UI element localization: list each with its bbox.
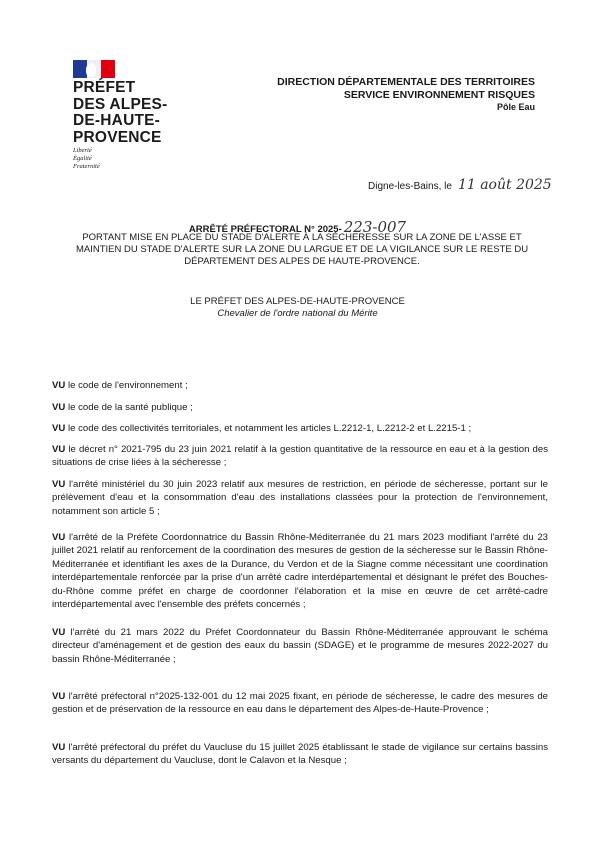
logo-line: PROVENCE — [73, 128, 162, 146]
vu-paragraph: VU l'arrêté de la Préfète Coordonnatrice du Bassin Rhône-Méditerranée du 21 mars 2023 modifiant l'arrêté du 23 juillet 2021 relatif au renforcement de la coordination des mesures de gestion de la sécheresse sur le Bassin Rhône-Méditerranée et identifiant les axes de la Durance, du Verdon et de la Siagne comme nécessitant une coordination interdépartementale renforcée par la prise d'un arrêté cadre interdépartemental et désignant le préfet des Bouches-du-Rhône comme préfet en charge de coordonner l'élaboration et la mise en œuvre de cet arrêté-cadre interdépartemental avec l'ensemble des préfets concernés ; — [52, 532, 548, 611]
pole-name: Pôle Eau — [496, 102, 535, 112]
prefet-honor: Chevalier de l'ordre national du Mérite — [217, 308, 378, 319]
decree-title: PORTANT MISE EN PLACE DU STADE D'ALERTE À LA SÉCHERESSE SUR LA ZONE DE L'ASSE ET MAINTIEN DU STADE D'ALERTE SUR LA ZONE DU LARGUE ET DE LA VIGILANCE SUR LE RESTE DU DÉPARTEMENT DES ALPES DE HAUTE-PROVENCE. — [75, 232, 529, 267]
vu-paragraph: VU l'arrêté préfectoral du préfet du Vaucluse du 15 juillet 2025 établissant le stade de vigilance sur certains bassins versants du département du Vaucluse, dont le Calavon et la Nesque ; — [52, 742, 548, 767]
vu-label: VU — [52, 691, 66, 702]
prefet-title: LE PRÉFET DES ALPES-DE-HAUTE-PROVENCE — [190, 296, 405, 307]
marianne-logo — [73, 60, 115, 78]
vu-paragraph: VU le décret n° 2021-795 du 23 juin 2021 relatif à la gestion quantitative de la ressource en eau et à la gestion des situations de crise liées à la sécheresse ; — [52, 444, 548, 469]
logo-line: PRÉFET — [73, 79, 136, 96]
vu-label: VU — [52, 532, 66, 543]
vu-paragraph: VU l'arrêté du 21 mars 2022 du Préfet Coordonnateur du Bassin Rhône-Méditerranée approuvant le schéma directeur d'aménagement et de gestion des eaux du bassin (SDAGE) et le programme de mesures 2022-2027 du bassin Rhône-Méditerranée ; — [52, 627, 548, 665]
vu-paragraph: VU le code de l'environnement ; — [52, 380, 188, 391]
logo-line: DE-HAUTE- — [73, 112, 161, 129]
vu-paragraph: VU l'arrêté préfectoral n°2025-132-001 du 12 mai 2025 fixant, en période de sécheresse, le cadre des mesures de gestion et de préservation de la ressource en eau dans le département des Alpes-de-Haute-Provence ; — [52, 691, 548, 716]
handwritten-decree-number: 223-007 — [343, 218, 407, 236]
vu-label: VU — [52, 444, 66, 455]
handwritten-date: 11 août 2025 — [457, 177, 552, 193]
vu-paragraph: VU le code de la santé publique ; — [52, 402, 193, 413]
date-place: Digne-les-Bains, le — [368, 181, 452, 192]
vu-label: VU — [52, 402, 66, 413]
vu-paragraph: VU le code des collectivités territoriales, et notamment les articles L.2212-1, L.2212-2 et L.2215-1 ; — [52, 423, 472, 434]
vu-label: VU — [52, 742, 66, 753]
vu-paragraph: VU l'arrêté ministériel du 30 juin 2023 relatif aux mesures de restriction, en période de sécheresse, portant sur le prélèvement d'eau et la consommation d'eau des installations classées pour la protection de l'environnement, notamment son article 5 ; — [52, 479, 548, 517]
service-name: SERVICE ENVIRONNEMENT RISQUES — [343, 88, 535, 101]
vu-label: VU — [52, 380, 66, 391]
vu-label: VU — [52, 423, 66, 434]
decree-number-label: ARRÊTÉ PRÉFECTORAL N° 2025- — [188, 224, 342, 235]
direction-name: DIRECTION DÉPARTEMENTALE DES TERRITOIRES — [277, 76, 535, 88]
vu-label: VU — [52, 627, 66, 638]
prefet-signatory — [0, 296, 595, 320]
issuing-department — [277, 76, 535, 114]
republic-motto: Liberté Égalité Fraternité — [73, 147, 100, 170]
date-line — [368, 177, 552, 193]
vu-label: VU — [52, 479, 66, 490]
prefet-logo-text — [73, 80, 183, 146]
logo-line: DES ALPES- — [73, 95, 168, 113]
